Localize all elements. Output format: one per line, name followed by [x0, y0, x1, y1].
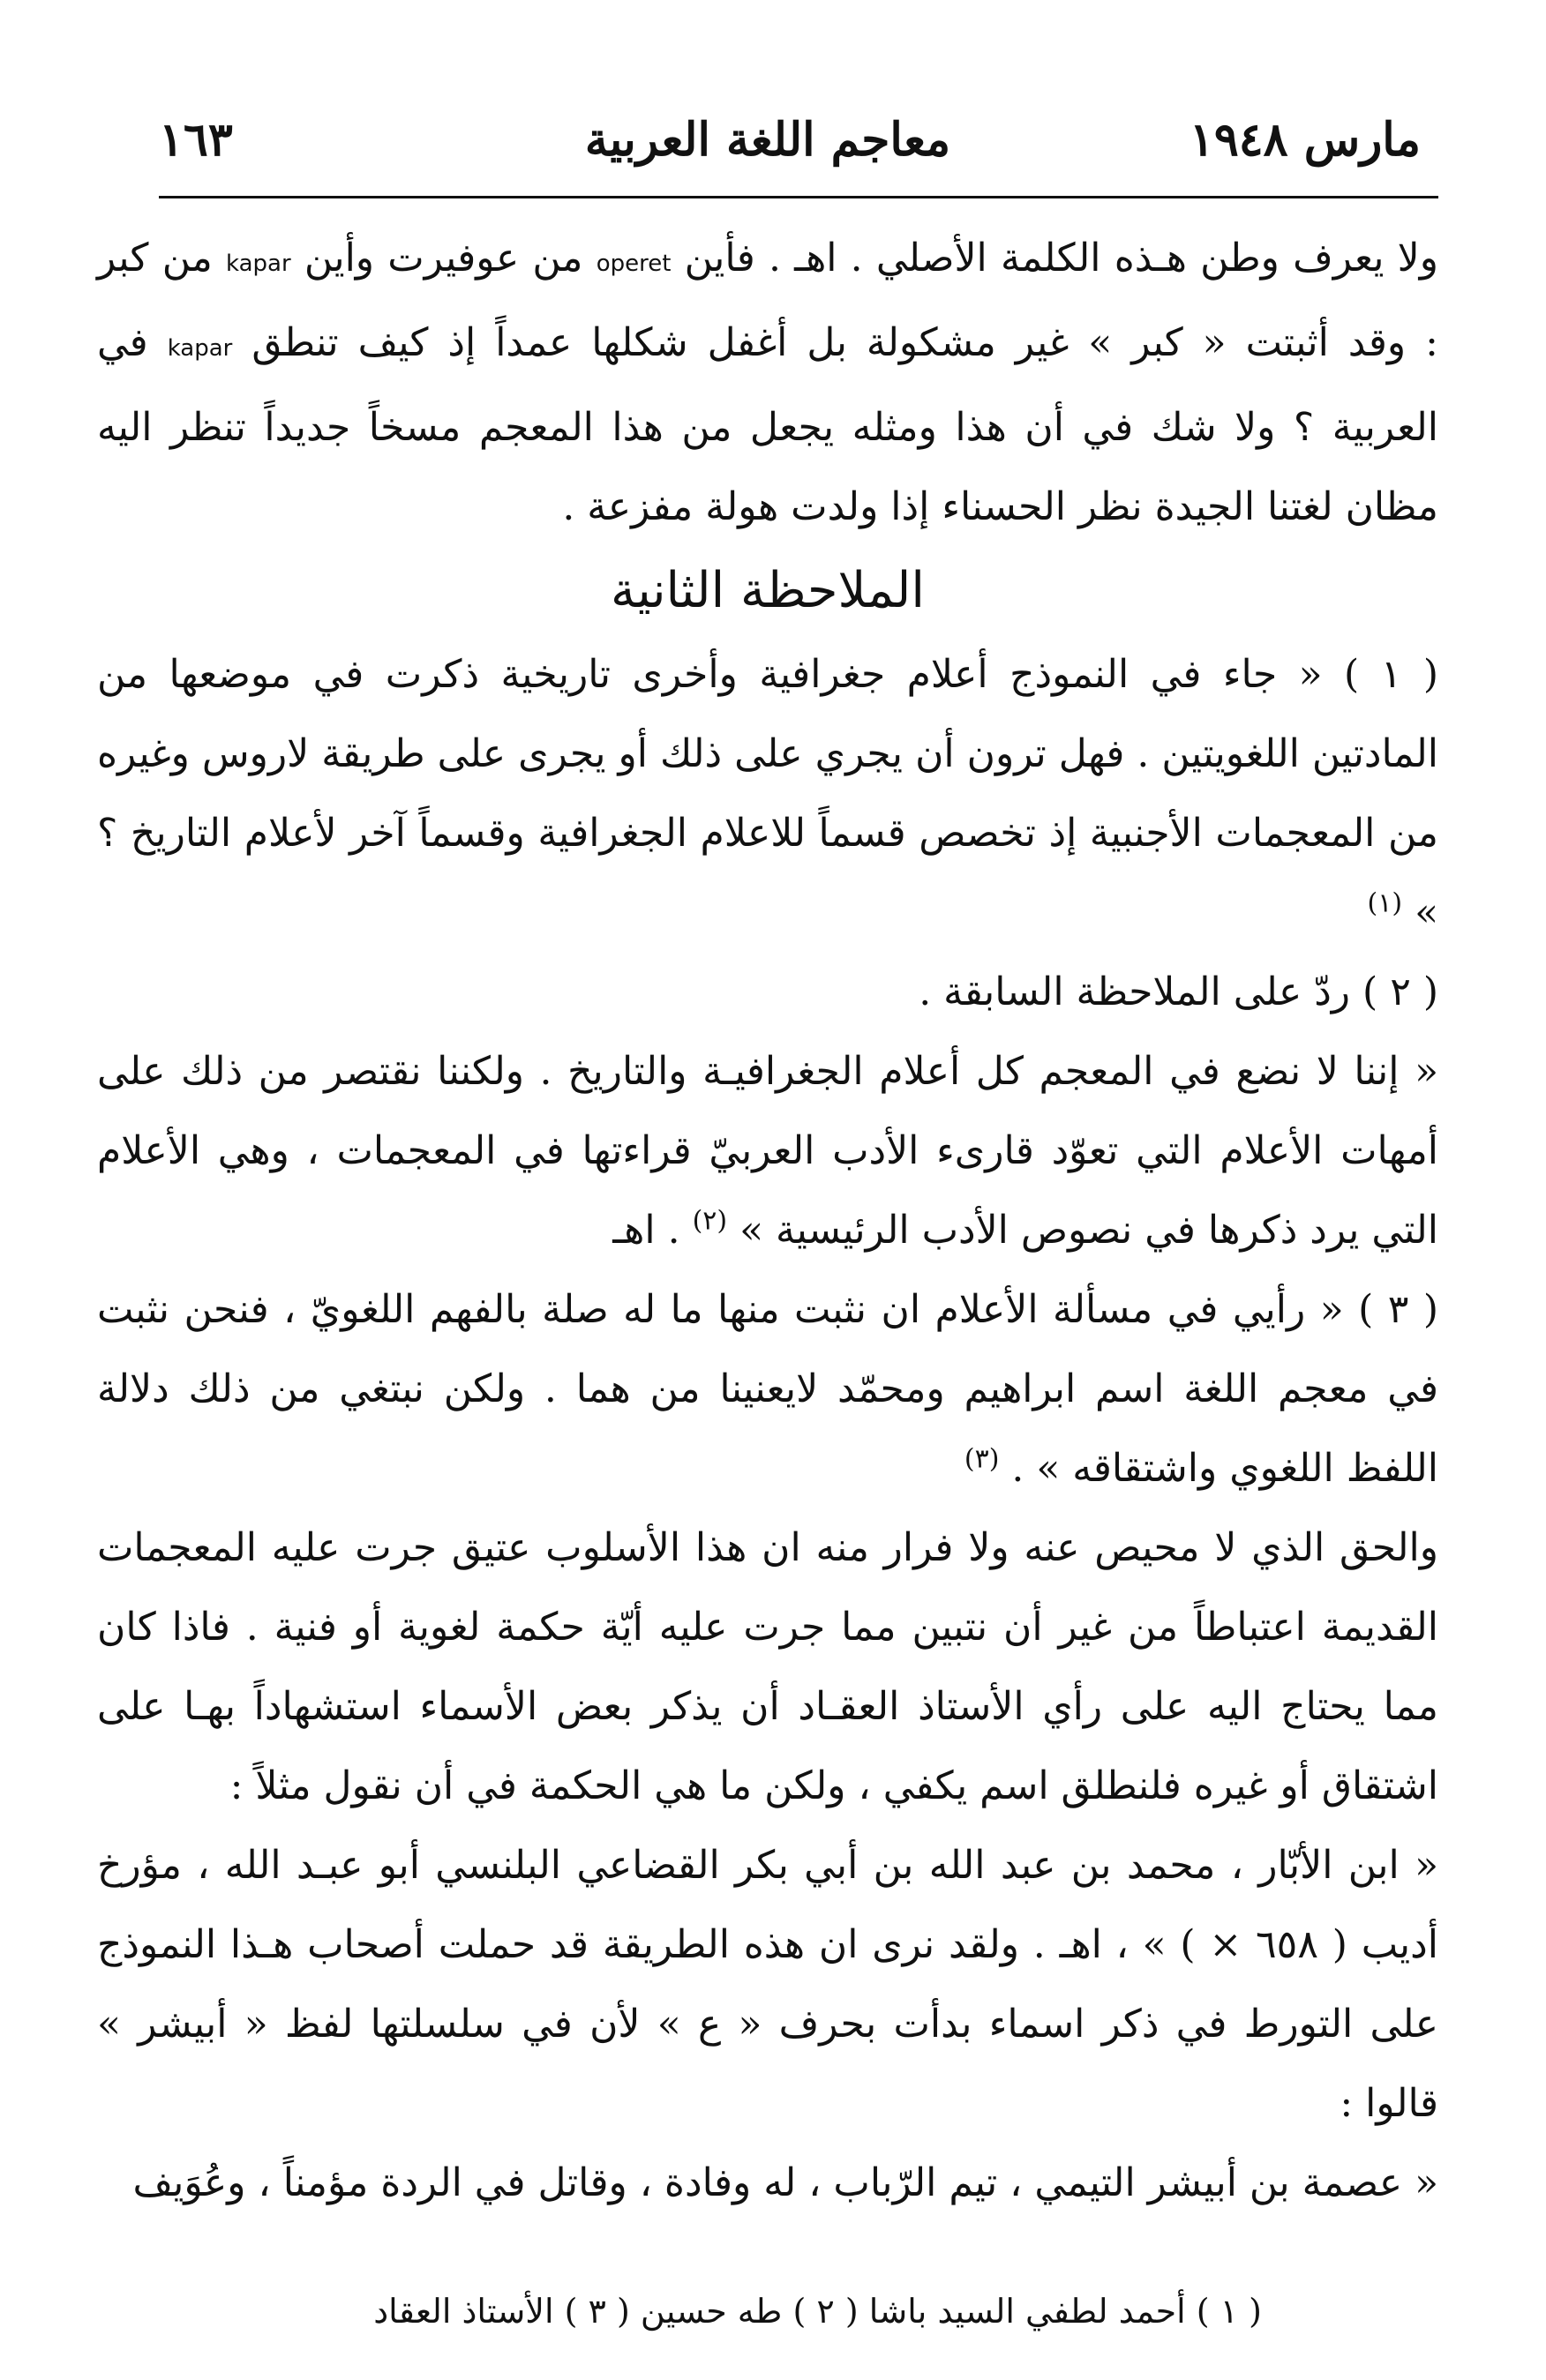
paragraph — [97, 219, 1438, 547]
text-run: . اهـ — [612, 1208, 680, 1253]
text-run: من عوفيرت وأين — [304, 236, 583, 281]
latin-word: kapar — [225, 251, 291, 277]
issue-date: مارس ١٩٤٨ — [1189, 113, 1421, 167]
text-run: في العربية ؟ ولا شك في أن هذا ومثله يجعل من هذا المعجم مسخاً جديداً تنظر اليه مظان لغتنا الجيدة نظر الحسناء إذا ولدت هولة مفزعة . — [97, 320, 1438, 529]
text-run: من كبر : وقد أثبتت « كبر » غير مشكولة بل أغفل شكلها عمداً إذ كيف تنطق — [97, 236, 1438, 365]
paragraph — [97, 1270, 1438, 1508]
footnote-marker: (٢) — [692, 1205, 728, 1237]
paragraph — [97, 953, 1438, 1032]
page-number: ١٦٣ — [159, 113, 233, 167]
text-run: ( ١ ) « جاء في النموذج أعلام جغرافية وأخرى تاريخية ذكرت في موضعها من المادتين اللغويتين . فهل ترون أن يجري على ذلك أو يجرى على طريقة لاروس وغيره من المعجمات الأجنبية إذ تخصص قسماً للاعلام الجغرافية وقسماً آخر لأعلام التاريخ ؟ » — [97, 652, 1438, 935]
footnote-marker: (٣) — [964, 1443, 1000, 1475]
paragraph — [97, 2144, 1438, 2223]
text-run: « عصمة بن أبيشر التيمي ، تيم الرّباب ، له وفادة ، وقاتل في الردة مؤمناً ، وعُوَيف — [132, 2160, 1438, 2205]
latin-word: operet — [596, 251, 672, 277]
header-rule — [159, 196, 1438, 198]
latin-word: kapar — [167, 335, 233, 362]
paragraph — [97, 1508, 1438, 1826]
footnote-marker: (١) — [1367, 887, 1403, 919]
text-run: ( ٣ ) « رأيي في مسألة الأعلام ان نثبت منها ما له صلة بالفهم اللغويّ ، فنحن نثبت في معجم اللغة اسم ابراهيم ومحمّد لايعنينا من هما . ولكن نبتغي من ذلك دلالة اللفظ اللغوي واشتقاقه » . — [97, 1287, 1439, 1491]
document-page — [97, 0, 1438, 2380]
paragraph — [97, 1032, 1438, 1270]
text-run: ولا يعرف وطن هـذه الكلمة الأصلي . اهـ . فأين — [684, 236, 1438, 281]
text-run: « ابن الأبّار ، محمد بن عبد الله بن أبي بكر القضاعي البلنسي أبو عبـد الله ، مؤرخ أديب ( ٦٥٨ × ) » ، اهـ . ولقد نرى ان هذه الطريقة قد حملت أصحاب هـذا النموذج على التورط في ذكر اسماء بدأت بحرف « ع » لأن في سلسلتها لفظ « أبيشر » قالوا : — [97, 1843, 1438, 2126]
text-run: والحق الذي لا محيص عنه ولا فرار منه ان هذا الأسلوب عتيق جرت عليه المعجمات القديمة اعتباطاً من غير أن نتبين مما جرت عليه أيّة حكمة لغوية أو فنية . فاذا كان مما يحتاج اليه على رأي الأستاذ العقـاد أن يذكر بعض الأسماء استشهاداً بهـا على اشتقاق أو غيره فلنطلق اسم يكفي ، ولكن ما هي الحكمة في أن نقول مثلاً : — [97, 1525, 1438, 1808]
running-header — [97, 113, 1438, 183]
section-heading: الملاحظة الثانية — [611, 562, 925, 619]
article-body — [97, 219, 1438, 2223]
paragraph — [97, 1826, 1438, 2144]
paragraph — [97, 635, 1438, 953]
text-run: ( ٢ ) ردّ على الملاحظة السابقة . — [919, 969, 1438, 1014]
article-title: معاجم اللغة العربية — [584, 113, 951, 167]
footnotes: ( ١ ) أحمد لطفي السيد باشا ( ٢ ) طه حسين ( ٣ ) الأستاذ العقاد — [373, 2292, 1262, 2331]
text-run: « إننا لا نضع في المعجم كل أعلام الجغرافيـة والتاريخ . ولكننا نقتصر من ذلك على أمهات الأعلام التي تعوّد قارىء الأدب العربيّ قراءتها في المعجمات ، وهي الأعلام التي يرد ذكرها في نصوص الأدب الرئيسية » — [97, 1049, 1438, 1253]
